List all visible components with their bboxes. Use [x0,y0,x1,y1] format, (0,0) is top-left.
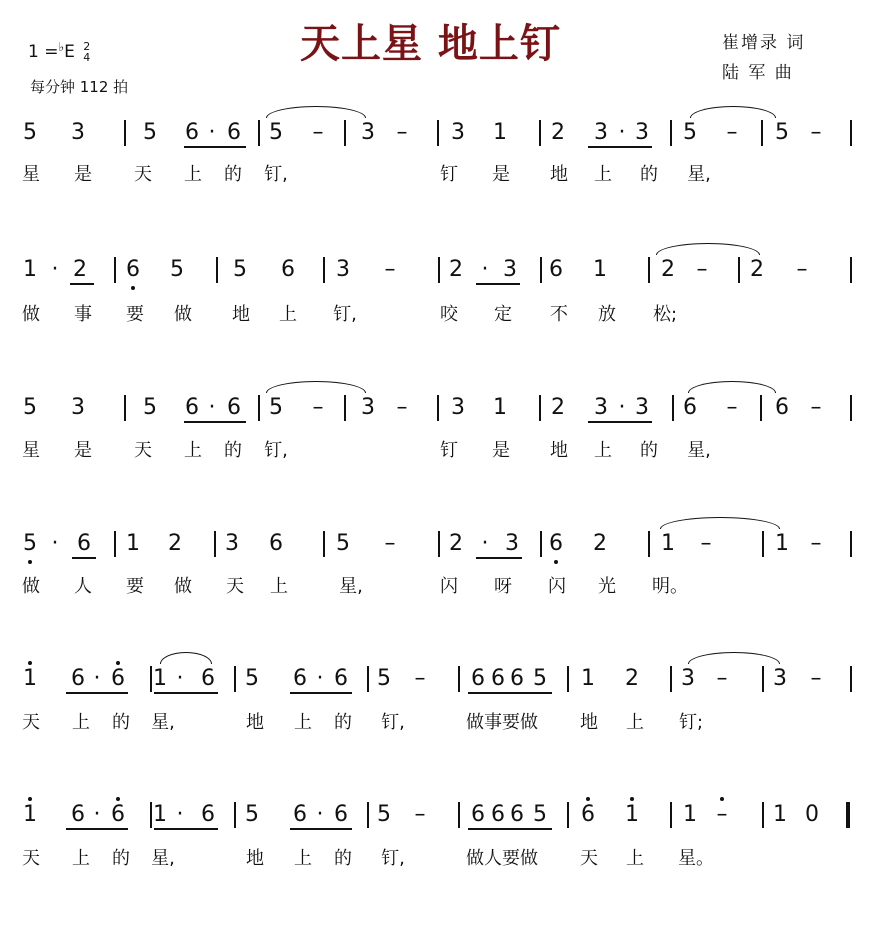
note: 3 [336,257,350,282]
note: 0 [805,802,819,827]
bar-line [344,395,346,421]
note: – [796,257,808,282]
bar-line [437,395,439,421]
lyric-syllable: 地 [232,304,250,325]
lyric-row [0,438,876,468]
note: 6 [683,395,697,420]
bar-line [458,666,460,692]
note: – [810,531,822,556]
bar-line [539,120,541,146]
note: · [316,666,324,691]
lyric-row [0,302,876,332]
note: 2 [551,395,565,420]
lyric-syllable: 天 [22,712,40,733]
lyric-syllable: 上 [294,848,312,869]
note: 6 [334,666,348,691]
note: 6 [471,666,485,691]
note: 3 [635,120,649,145]
lyric-syllable: 是 [74,164,92,185]
bar-line [150,666,152,692]
note: 6 [549,531,563,556]
note: · [481,257,489,282]
note: 1 [581,666,595,691]
note: 1 [593,257,607,282]
note: 3 [361,120,375,145]
lyric-row [0,710,876,740]
bar-line [323,257,325,283]
lyric-syllable: 咬 [440,304,458,325]
beam-underline [476,283,520,285]
lyric-syllable: 地 [246,848,264,869]
note: 6 [581,802,595,827]
note: 5 [170,257,184,282]
lyric-syllable: 的 [334,712,352,733]
lyric-syllable: 要 [126,576,144,597]
tie-slur [266,381,366,393]
lyric-syllable: 呀 [494,576,512,597]
lyric-syllable: 人 [74,576,92,597]
final-bar-line [846,802,850,828]
bar-line [540,531,542,557]
octave-dot-below [554,560,558,564]
octave-dot-above [630,797,634,801]
bar-line [258,395,260,421]
note: 5 [233,257,247,282]
lyric-syllable: 明。 [652,576,688,597]
note: 1 [153,802,167,827]
note: 2 [750,257,764,282]
lyric-syllable: 星, [687,440,711,461]
lyric-syllable: 星, [151,848,175,869]
note: 2 [661,257,675,282]
tie-slur [266,106,366,118]
bar-line [850,257,852,283]
lyric-syllable: 是 [492,164,510,185]
lyric-syllable: 地 [580,712,598,733]
lyric-row [0,162,876,192]
note: 5 [269,120,283,145]
lyric-syllable: 的 [640,440,658,461]
note: 6 [111,802,125,827]
bar-line [216,257,218,283]
note: 3 [71,395,85,420]
lyric-syllable: 钉, [381,712,405,733]
note: 3 [505,531,519,556]
octave-dot-above [586,797,590,801]
note: 6 [549,257,563,282]
lyric-syllable: 天 [134,440,152,461]
lyric-syllable: 星。 [678,848,714,869]
beam-underline [66,828,128,830]
lyric-syllable: 上 [294,712,312,733]
lyric-syllable: 地 [246,712,264,733]
bar-line [114,257,116,283]
note: · [51,257,59,282]
tie-slur [690,106,776,118]
note: 6 [293,666,307,691]
beam-underline [476,557,522,559]
lyric-syllable: 星, [151,712,175,733]
beam-underline [70,283,94,285]
key-signature [28,40,90,63]
octave-dot-above [28,797,32,801]
octave-dot-above [116,661,120,665]
note: 5 [245,802,259,827]
bar-line [438,531,440,557]
note: 6 [111,666,125,691]
note: 6 [334,802,348,827]
bar-line [761,120,763,146]
octave-dot-below [28,560,32,564]
lyric-syllable: 星, [687,164,711,185]
note: · [316,802,324,827]
lyric-syllable: 地 [550,440,568,461]
note: 3 [71,120,85,145]
tie-slur [688,652,780,664]
flat-sign: ♭ [58,40,65,54]
note: 1 [493,120,507,145]
time-bottom: 4 [83,51,91,64]
note: 2 [449,531,463,556]
bar-line [670,666,672,692]
lyric-syllable: 天 [580,848,598,869]
beam-underline [290,828,352,830]
note: – [700,531,712,556]
lyric-syllable: 要 [126,304,144,325]
beam-underline [468,828,552,830]
bar-line [438,257,440,283]
note: · [51,531,59,556]
bar-line [648,257,650,283]
note: 3 [225,531,239,556]
note: 6 [77,531,91,556]
note: 1 [773,802,787,827]
note: · [93,802,101,827]
note: 5 [269,395,283,420]
lyric-syllable: 星 [22,164,40,185]
bar-line [367,802,369,828]
bar-line [850,666,852,692]
note: 3 [681,666,695,691]
bar-line [850,120,852,146]
note: – [810,666,822,691]
beam-underline [290,692,352,694]
lyric-syllable: 的 [640,164,658,185]
note: 3 [361,395,375,420]
lyric-syllable: 钉, [381,848,405,869]
lyric-syllable: 上 [72,712,90,733]
lyric-syllable: 钉, [333,304,357,325]
note: 3 [594,395,608,420]
bar-line [738,257,740,283]
note: 6 [227,120,241,145]
note: · [176,802,184,827]
lyric-row [0,574,876,604]
note: 5 [377,666,391,691]
note: – [696,257,708,282]
bar-line [762,802,764,828]
note: – [414,802,426,827]
note: 1 [683,802,697,827]
bar-line [670,802,672,828]
lyric-syllable: 做事要做 [466,712,538,733]
note: 6 [471,802,485,827]
lyric-syllable: 是 [492,440,510,461]
lyric-row [0,846,876,876]
bar-line [234,802,236,828]
bar-line [437,120,439,146]
note: – [810,395,822,420]
note: 3 [503,257,517,282]
bar-line [850,531,852,557]
note: 1 [23,666,37,691]
note: 3 [773,666,787,691]
key-prefix: 1 = [28,42,59,62]
note: 6 [510,802,524,827]
octave-dot-above [720,797,724,801]
note: 2 [551,120,565,145]
note: · [93,666,101,691]
note: 2 [593,531,607,556]
note: 5 [245,666,259,691]
lyric-syllable: 钉 [440,164,458,185]
lyric-syllable: 上 [184,440,202,461]
note: 1 [775,531,789,556]
lyric-syllable: 天 [22,848,40,869]
lyric-syllable: 闪 [440,576,458,597]
lyric-syllable: 上 [594,440,612,461]
lyric-syllable: 上 [626,848,644,869]
note: 5 [23,395,37,420]
bar-line [234,666,236,692]
lyric-syllable: 做 [22,304,40,325]
lyric-syllable: 的 [334,848,352,869]
note: 5 [683,120,697,145]
note: 6 [281,257,295,282]
note: 3 [594,120,608,145]
note: 2 [168,531,182,556]
lyric-syllable: 做 [174,304,192,325]
lyric-syllable: 上 [270,576,288,597]
note: 1 [493,395,507,420]
note: 6 [293,802,307,827]
bar-line [850,395,852,421]
note: 1 [661,531,675,556]
bar-line [567,666,569,692]
lyricist-credit: 崔增录 词 [722,33,806,53]
tie-slur [656,243,760,255]
lyric-syllable: 闪 [548,576,566,597]
note: 6 [71,666,85,691]
tie-slur [688,381,776,393]
note: · [618,120,626,145]
lyric-syllable: 钉, [264,440,288,461]
note: · [618,395,626,420]
note: · [481,531,489,556]
note: – [396,395,408,420]
lyric-syllable: 放 [598,304,616,325]
bar-line [539,395,541,421]
note: · [176,666,184,691]
note: 6 [71,802,85,827]
note: 6 [126,257,140,282]
lyric-syllable: 星 [22,440,40,461]
lyric-syllable: 钉; [678,712,704,733]
bar-line [124,120,126,146]
note: 5 [336,531,350,556]
lyric-syllable: 是 [74,440,92,461]
lyric-syllable: 钉, [264,164,288,185]
lyric-syllable: 做 [174,576,192,597]
note: 6 [227,395,241,420]
note: 6 [491,802,505,827]
note: – [726,395,738,420]
note: · [208,395,216,420]
composer-credit: 陆 军 曲 [722,63,794,83]
bar-line [150,802,152,828]
lyric-syllable: 天 [226,576,244,597]
note: 6 [269,531,283,556]
lyric-syllable: 事 [74,304,92,325]
lyric-syllable: 的 [224,164,242,185]
lyric-syllable: 做人要做 [466,848,538,869]
note: – [716,802,728,827]
time-top: 2 [83,40,91,53]
note: 5 [533,802,547,827]
note: 5 [533,666,547,691]
note: 5 [143,120,157,145]
octave-dot-above [28,661,32,665]
note: 6 [201,666,215,691]
lyric-syllable: 天 [134,164,152,185]
beam-underline [66,692,128,694]
bar-line [672,395,674,421]
octave-dot-below [131,286,135,290]
bar-line [214,531,216,557]
beam-underline [468,692,552,694]
beam-underline [154,828,218,830]
lyric-syllable: 定 [494,304,512,325]
note: 5 [23,120,37,145]
beam-underline [588,421,652,423]
lyric-syllable: 做 [22,576,40,597]
bar-line [114,531,116,557]
note: 5 [377,802,391,827]
bar-line [760,395,762,421]
bar-line [540,257,542,283]
lyric-syllable: 上 [184,164,202,185]
note: 1 [23,802,37,827]
beam-underline [154,692,218,694]
lyric-syllable: 不 [550,304,568,325]
bar-line [323,531,325,557]
lyric-syllable: 的 [112,848,130,869]
note: 5 [775,120,789,145]
note: – [384,257,396,282]
bar-line [670,120,672,146]
beam-underline [184,421,246,423]
bar-line [567,802,569,828]
note: 3 [635,395,649,420]
lyric-syllable: 上 [594,164,612,185]
note: 5 [143,395,157,420]
bar-line [344,120,346,146]
note: 1 [23,257,37,282]
beam-underline [72,557,96,559]
note: 6 [185,120,199,145]
note: 1 [625,802,639,827]
note: 2 [625,666,639,691]
bar-line [367,666,369,692]
time-signature [83,41,90,63]
note: 6 [201,802,215,827]
tie-slur [660,517,780,529]
lyric-syllable: 上 [626,712,644,733]
note: – [726,120,738,145]
tie-slur [160,652,212,664]
lyric-syllable: 的 [224,440,242,461]
bar-line [762,531,764,557]
note: 1 [126,531,140,556]
lyric-syllable: 钉 [440,440,458,461]
lyric-syllable: 的 [112,712,130,733]
note: 6 [185,395,199,420]
note: 6 [491,666,505,691]
note: – [396,120,408,145]
note: – [384,531,396,556]
key-note: E [64,42,75,62]
bar-line [458,802,460,828]
note: – [810,120,822,145]
lyric-syllable: 上 [279,304,297,325]
note: 3 [451,120,465,145]
song-title: 天上星 地上钉 [300,21,561,67]
lyric-syllable: 星, [339,576,363,597]
note: – [312,120,324,145]
bar-line [258,120,260,146]
note: · [208,120,216,145]
tempo-marking: 每分钟 112 拍 [30,78,129,96]
beam-underline [588,146,652,148]
lyric-syllable: 地 [550,164,568,185]
octave-dot-above [116,797,120,801]
note: – [414,666,426,691]
note: – [312,395,324,420]
note: – [716,666,728,691]
lyric-syllable: 光 [598,576,616,597]
note: 6 [775,395,789,420]
note: 3 [451,395,465,420]
note: 6 [510,666,524,691]
bar-line [124,395,126,421]
note: 1 [153,666,167,691]
lyric-syllable: 松; [652,304,678,325]
lyric-syllable: 上 [72,848,90,869]
note: 2 [449,257,463,282]
note: 5 [23,531,37,556]
bar-line [762,666,764,692]
beam-underline [184,146,246,148]
note: 2 [73,257,87,282]
bar-line [648,531,650,557]
